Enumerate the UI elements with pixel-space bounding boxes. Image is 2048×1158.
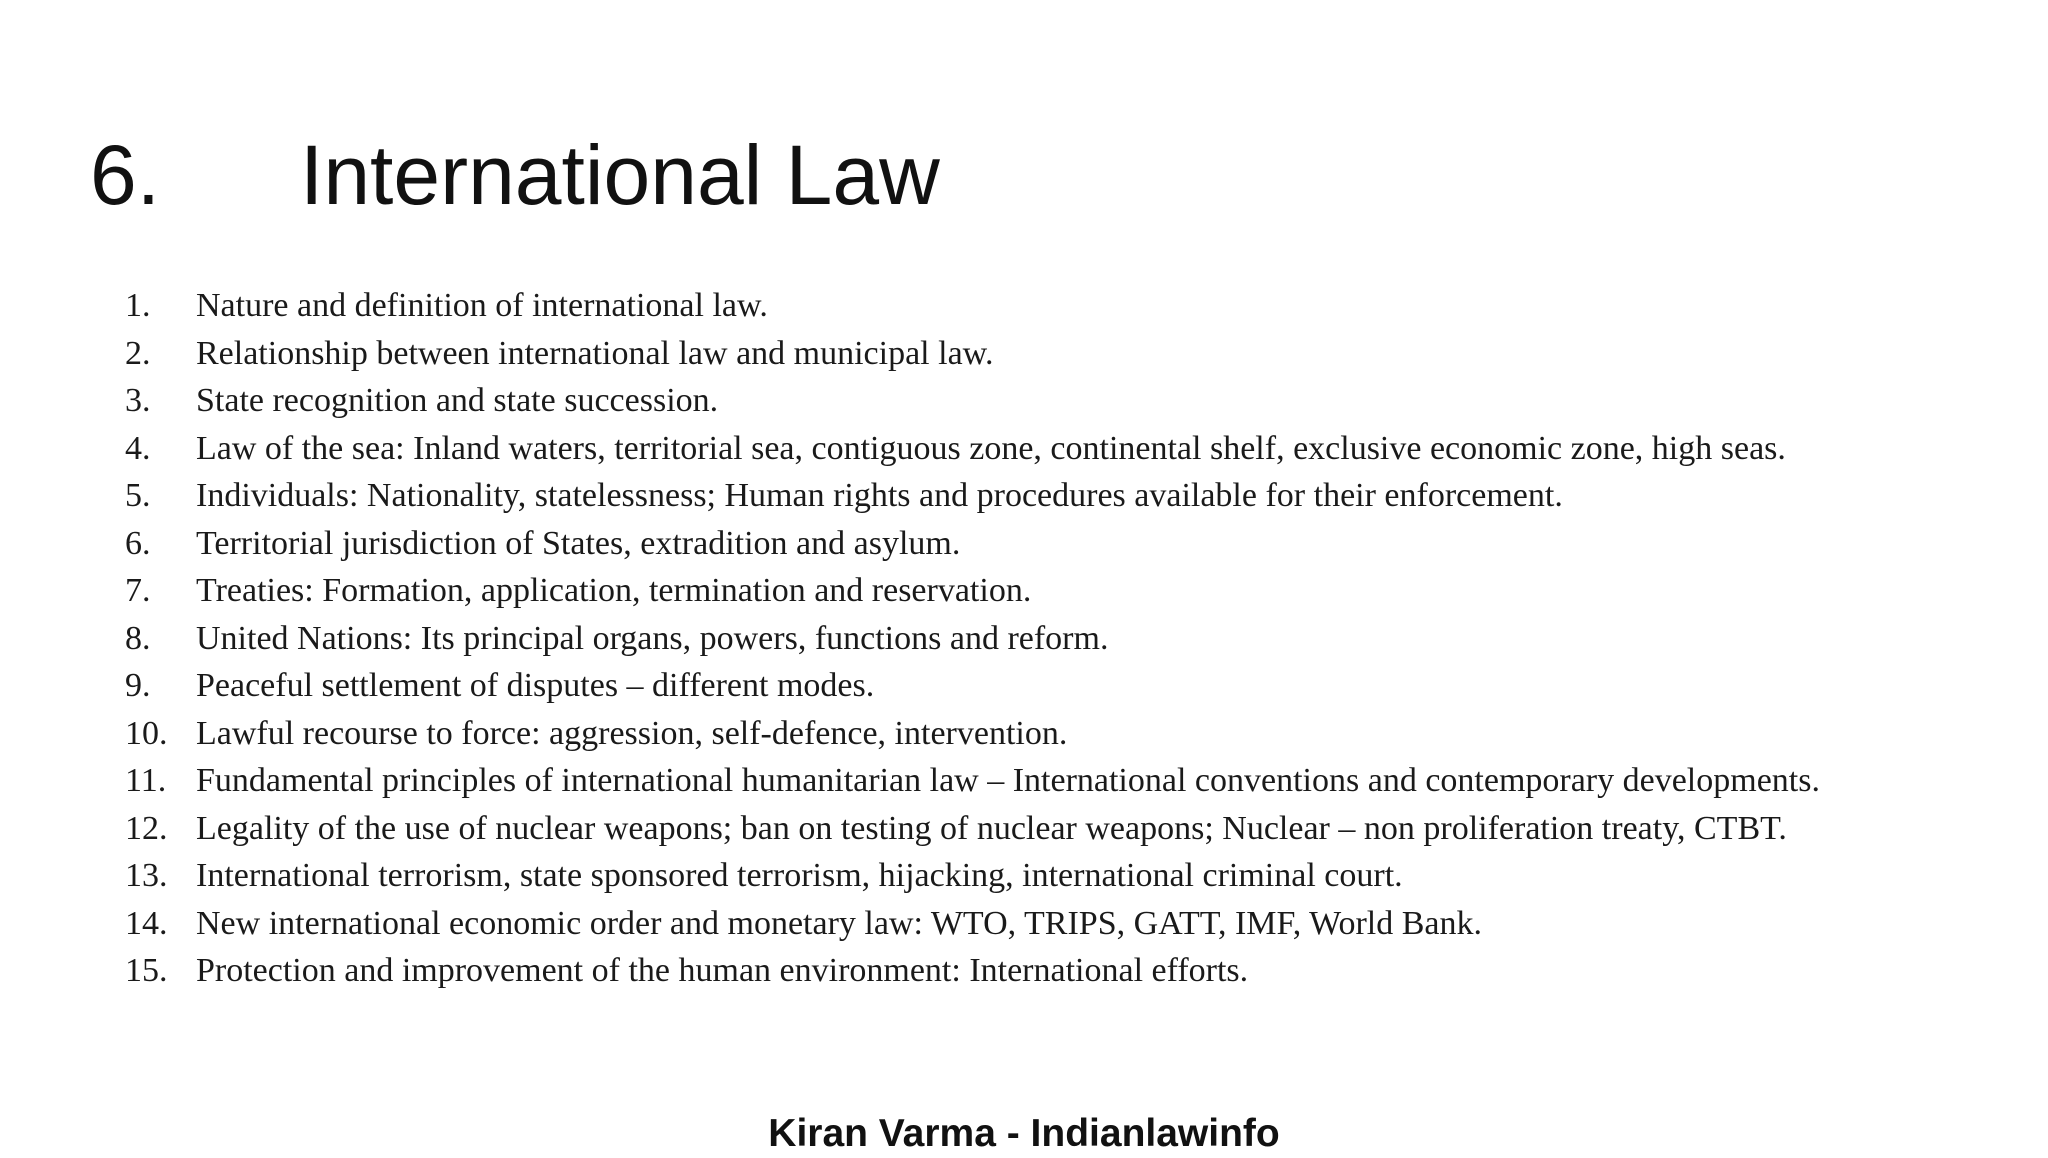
list-item <box>120 330 2020 378</box>
list-item <box>120 662 2020 710</box>
list-item-text: Territorial jurisdiction of States, extradition and asylum. <box>196 524 961 562</box>
list-item-number: 3. <box>125 382 151 419</box>
list-item <box>120 472 2020 520</box>
list-item-text: Nature and definition of international law. <box>196 287 768 324</box>
list-item-text: New international economic order and monetary law: WTO, TRIPS, GATT, IMF, World Bank. <box>196 904 1482 942</box>
topic-list <box>120 282 2020 995</box>
list-item-number: 4. <box>125 429 151 467</box>
list-item-number: 14. <box>125 904 168 942</box>
footer-credit: Kiran Varma - Indianlawinfo <box>768 1112 1280 1155</box>
list-item-number: 9. <box>125 667 151 704</box>
list-item-number: 2. <box>125 334 151 372</box>
list-item-text: Law of the sea: Inland waters, territorial sea, contiguous zone, continental shelf, exclusive economic zone, high seas. <box>196 429 1786 467</box>
list-item <box>120 947 2020 995</box>
list-item <box>120 520 2020 568</box>
section-number: 6. <box>90 128 161 222</box>
list-item-text: Treaties: Formation, application, termination and reservation. <box>196 572 1032 609</box>
list-item-text: Relationship between international law and municipal law. <box>196 334 994 372</box>
list-item-number: 11. <box>125 762 167 799</box>
list-item <box>120 567 2020 615</box>
list-item-text: State recognition and state succession. <box>196 382 719 419</box>
list-item-text: Peaceful settlement of disputes – different modes. <box>196 667 875 704</box>
list-item <box>120 852 2020 900</box>
list-item-text: Legality of the use of nuclear weapons; ban on testing of nuclear weapons; Nuclear – non proliferation treaty, CTBT. <box>196 809 1787 847</box>
list-item-text: Fundamental principles of international humanitarian law – International conventions and contemporary developments. <box>196 762 1820 799</box>
list-item <box>120 377 2020 425</box>
list-item-number: 15. <box>125 952 168 989</box>
list-item <box>120 805 2020 853</box>
list-item-number: 10. <box>125 714 168 752</box>
list-item-text: International terrorism, state sponsored terrorism, hijacking, international criminal court. <box>196 857 1403 894</box>
list-item-number: 13. <box>125 857 168 894</box>
list-item-number: 8. <box>125 619 151 657</box>
list-item <box>120 282 2020 330</box>
list-item <box>120 710 2020 758</box>
list-item <box>120 615 2020 663</box>
section-title: International Law <box>300 128 940 222</box>
list-item-text: Lawful recourse to force: aggression, self-defence, intervention. <box>196 714 1068 752</box>
list-item-number: 5. <box>125 477 151 514</box>
list-item-number: 1. <box>125 287 151 324</box>
list-item-text: Protection and improvement of the human environment: International efforts. <box>196 952 1249 989</box>
list-item-text: United Nations: Its principal organs, powers, functions and reform. <box>196 619 1109 657</box>
list-item-number: 12. <box>125 809 168 847</box>
list-item-number: 6. <box>125 524 151 562</box>
list-item <box>120 900 2020 948</box>
list-item-text: Individuals: Nationality, statelessness; Human rights and procedures available for their enforcement. <box>196 477 1563 514</box>
list-item <box>120 425 2020 473</box>
list-item <box>120 757 2020 805</box>
list-item-number: 7. <box>125 572 151 609</box>
